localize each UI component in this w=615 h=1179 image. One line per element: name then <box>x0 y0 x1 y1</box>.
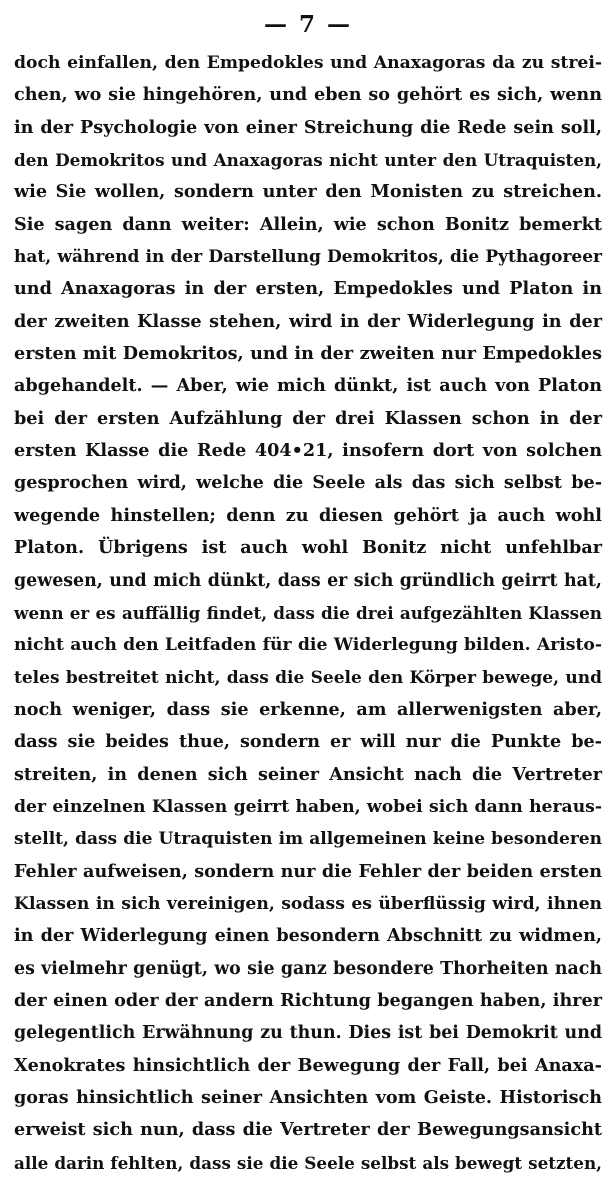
text-line: es vielmehr genügt, wo sie ganz besondere Thorheiten nach <box>14 958 602 979</box>
text-line: der einzelnen Klassen geirrt haben, wobei sich dann heraus- <box>14 796 602 817</box>
text-line: chen, wo sie hingehören, und eben so gehört es sich, wenn <box>14 84 602 106</box>
text-line: Klassen in sich vereinigen, sodass es überflüssig wird, ihnen <box>14 893 602 914</box>
text-line: gewesen, und mich dünkt, dass er sich gründlich geirrt hat, <box>14 570 602 591</box>
text-line: nicht auch den Leitfaden für die Widerlegung bilden. Aristo- <box>14 635 602 656</box>
text-line: goras hinsichtlich seiner Ansichten vom Geiste. Historisch <box>14 1087 602 1108</box>
text-line: hat, während in der Darstellung Demokritos, die Pythagoreer <box>14 247 602 268</box>
text-line: dass sie beides thue, sondern er will nur die Punkte be- <box>14 731 602 753</box>
text-line: der einen oder der andern Richtung begangen haben, ihrer <box>14 989 602 1011</box>
page-number: — 7 — <box>263 11 353 38</box>
text-line: und Anaxagoras in der ersten, Empedokles und Platon in <box>14 278 602 300</box>
text-line: der zweiten Klasse stehen, wird in der Widerlegung in der <box>14 310 602 332</box>
text-line: wenn er es auffällig findet, dass die drei aufgezählten Klassen <box>14 602 602 623</box>
text-line: ersten Klasse die Rede 404•21, insofern dort von solchen <box>14 440 602 462</box>
book-page <box>14 0 602 1173</box>
text-line: Sie sagen dann weiter: Allein, wie schon Bonitz bemerkt <box>14 213 602 235</box>
text-line: doch einfallen, den Empedokles und Anaxagoras da zu strei- <box>14 53 602 73</box>
text-line: Xenokrates hinsichtlich der Bewegung der Fall, bei Anaxa- <box>14 1054 602 1076</box>
text-line: streiten, in denen sich seiner Ansicht nach die Vertreter <box>14 763 602 785</box>
text-line: in der Psychologie von einer Streichung die Rede sein soll, <box>14 116 602 138</box>
text-line: den Demokritos und Anaxagoras nicht unter den Utraquisten, <box>14 150 602 171</box>
text-line: alle darin fehlten, dass sie die Seele selbst als bewegt setzten, <box>14 1152 602 1173</box>
text-line: gesprochen wird, welche die Seele als das sich selbst be- <box>14 472 602 494</box>
text-line: gelegentlich Erwähnung zu thun. Dies ist bei Demokrit und <box>14 1023 602 1044</box>
text-line: wegende hinstellen; denn zu diesen gehört ja auch wohl <box>14 504 602 526</box>
text-line: Fehler aufweisen, sondern nur die Fehler der beiden ersten <box>14 860 602 882</box>
body-text <box>14 47 602 1179</box>
text-line: erweist sich nun, dass die Vertreter der Bewegungsansicht <box>14 1119 602 1141</box>
text-line: teles bestreitet nicht, dass die Seele den Körper bewege, und <box>14 667 602 688</box>
text-line: wie Sie wollen, sondern unter den Monisten zu streichen. <box>14 181 602 203</box>
text-line: Platon. Übrigens ist auch wohl Bonitz nicht unfehlbar <box>14 537 602 559</box>
text-line: in der Widerlegung einen besondern Abschnitt zu widmen, <box>14 925 602 947</box>
text-line: ersten mit Demokritos, und in der zweiten nur Empedokles <box>14 343 602 365</box>
text-line: bei der ersten Aufzählung der drei Klassen schon in der <box>14 407 602 429</box>
text-line: noch weniger, dass sie erkenne, am allerwenigsten aber, <box>14 698 602 720</box>
text-line: stellt, dass die Utraquisten im allgemeinen keine besonderen <box>14 829 602 850</box>
text-line: abgehandelt. — Aber, wie mich dünkt, ist auch von Platon <box>14 375 602 397</box>
